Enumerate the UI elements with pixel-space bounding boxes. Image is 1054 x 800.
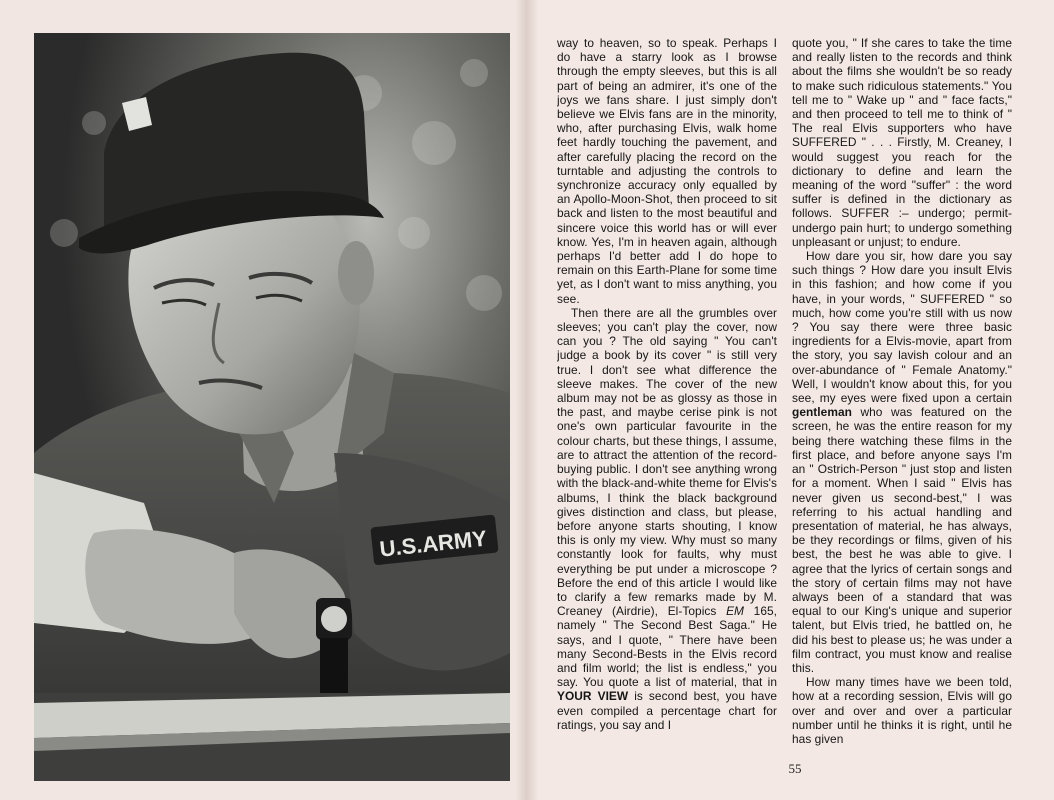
paragraph-text: 165, namely " The Second Best Saga." He says, and I quote, " There have been many Second-Bests in the Elvis record and film world; the list is endless," you say. You quote a list of material, that in [557,604,777,690]
article-paragraph [792,675,1012,746]
article-column-2 [792,36,1012,758]
emphasis-bold: gentleman [792,405,852,420]
photo-illustration [34,33,510,781]
article-paragraph [792,249,1012,675]
article-paragraph [557,306,777,732]
us-army-patch: U.S.ARMY [378,525,488,562]
paragraph-text: How many times have we been told, how at a recording session, Elvis will go over and over and over a particular number until he thinks it is right, until he has given [792,675,1012,746]
paragraph-text: quote you, " If she cares to take the time and really listen to the records and think about the films she wouldn't be so ready to make such ridiculous statements." You tell me to " Wake up " and " face facts," and then proceed to tell me to think of " The real Elvis supporters who have SUFFERED " . . . Firstly, M. Creaney, I would suggest you reach for the dictionary to define and learn the meaning of the word "suffer" : the word suffer is defined in the dictionary as follows. SUFFER :– undergo; permit-undergo pain hurt; to undergo something unpleasant or unjust; to endure. [792,36,1012,249]
paragraph-text: is second best, you have even compiled a percentage chart for ratings, you say and I [557,689,777,732]
book-gutter [516,0,538,800]
emphasis-italic: EM [726,604,744,619]
article-column-1 [557,36,777,758]
article-paragraph [557,36,777,306]
paragraph-text: Then there are all the grumbles over sleeves; you can't play the cover, now can you ? The old saying " You can't judge a book by its cover " is still very true. I don't see what difference the sleeve makes. The cover of the new album may not be as glossy as those in the past, and maybe cerise pink is not one's own particular favourite in the colour charts, but these things, I assume, are to attract the attention of the record-buying public. I don't see anything wrong with the black-and-white theme for Elvis's albums, I think the black background gives distinction and class, but please, before anyone starts shouting, I know this is only my view. Why must so many constantly look for faults, why must everything be put under a microscope ? Before the end of this article I would like to clarify a few remarks made by M. Creaney (Airdrie), El-Topics [557,305,777,619]
article-paragraph [792,36,1012,249]
elvis-army-photo [34,33,510,781]
emphasis-bold: YOUR VIEW [557,689,629,704]
paragraph-text: way to heaven, so to speak. Perhaps I do have a starry look as I browse through the empty sleeves, but this is all part of being an admirer, it's one of the joys we fans share. I just simply don't believe we Elvis fans are in the minority, who, after purchasing Elvis, walk home feet hardly touching the pavement, and after carefully placing the record on the turntable and adjusting the controls to synchronize accuracy only equalled by an Apollo-Moon-Shot, then proceed to sit back and listen to the most beautiful and sincere voice this world has or will ever know. Yes, I'm in heaven again, although perhaps I'd better add I do hope to remain on this Earth-Plane for some time yet, as I don't want to miss anything, you see. [557,36,777,306]
paragraph-text: who was featured on the screen, he was the entire reason for my being there watching these films in the first place, and before anyone says I'm an " Ostrich-Person " just stop and listen for a moment. When I said " Elvis has never given us second-best," I was referring to his actual handling and presentation of material, he has always, be they recordings or films, given of his best, the best he was able to give. I agree that the lyrics of certain songs and the story of certain films may not have always been of a standard that was equal to our King's unique and superior talent, but Elvis tried, he battled on, he did his best to please us; he was under a film contract, you must know and realise this. [792,405,1012,675]
paragraph-text: How dare you sir, how dare you say such things ? How dare you insult Elvis in this fashion; and how come if you have, in your words, " SUFFERED " so much, how come you're still with us now ? You say there were three basic ingredients for a Elvis-movie, apart from the story, you say lavish colour and an over-abundance of " Female Anatomy." Well, I wouldn't know about this, for you see, my eyes were fixed upon a certain [792,249,1012,406]
page-number: 55 [788,761,802,776]
